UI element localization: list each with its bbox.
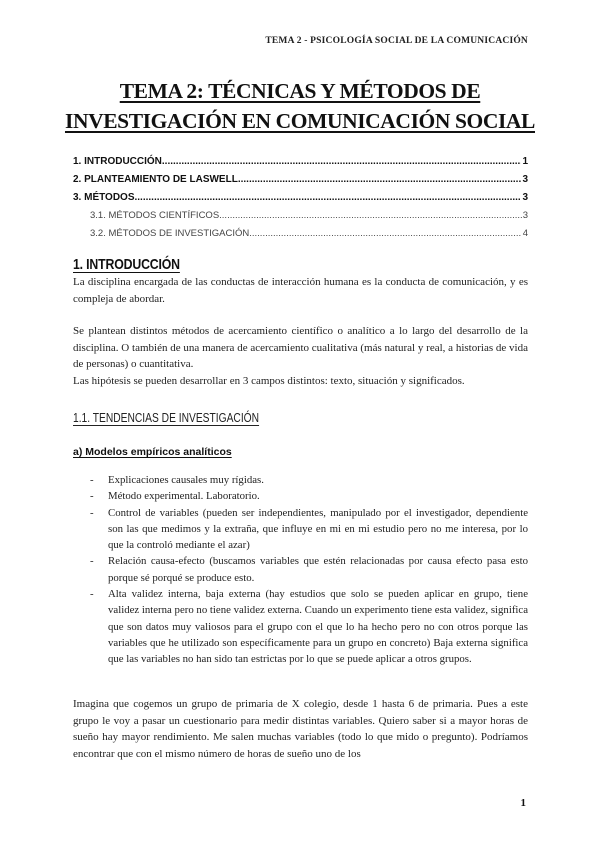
toc-leader-dots xyxy=(162,156,522,167)
toc-entry-page: 1 xyxy=(522,156,528,167)
paragraph-example: Imagina que cogemos un grupo de primaria de X colegio, desde 1 hasta 6 de primaria. Pues a este grupo le voy a pasar un cuestionario para medir distintas variables. Quiero saber si a mayor horas de sueño hay mayor rendimiento. Me salen muchas variables (todo lo que mido o pregunto). Podríamos encontrar que con el mismo número de horas de sueño uno de los xyxy=(73,698,528,760)
list-item: - Control de variables (pueden ser independientes, manipulado por el investigador, dependiente son las que medimos y la extraña, que influye en mi en mi estudio pero no me interesa, por lo que la controló mediante el azar) xyxy=(90,505,528,554)
page-number: 1 xyxy=(520,797,526,809)
title-line-2: INVESTIGACIÓN EN COMUNICACIÓN SOCIAL xyxy=(64,109,535,133)
title-line-1: TEMA 2: TÉCNICAS Y MÉTODOS DE xyxy=(119,79,481,103)
paragraph-intro-2: Se plantean distintos métodos de acercamiento científico o analítico a lo largo del desarrollo de la disciplina. O también de una manera de acercamiento cualitativa (más natural y real, a historias de vida de personas) o cuantitativa. xyxy=(73,325,528,371)
section-heading-introduccion: 1. INTRODUCCIÓN xyxy=(73,256,180,273)
subheading-modelos-empiricos: a) Modelos empíricos analíticos xyxy=(73,446,232,458)
toc-entry-text: 3. MÉTODOS xyxy=(73,192,135,203)
toc-leader-dots xyxy=(249,228,521,239)
toc-leader-dots xyxy=(219,210,522,221)
toc-entry-page: 3 xyxy=(522,174,528,185)
document-title xyxy=(0,76,600,136)
list-item: - Alta validez interna, baja externa (hay estudios que solo se pueden aplicar en grupo, tiene validez interna pero no tiene validez externa. Cuando un experimento tiene esta validez, significa que son datos muy valiosos para el grupo con el que lo ha hecho pero no con otros porque las variables que he utilizado son específicamente para un grupo en concreto) Baja externa significa que las variables no han sido tan estrictas por lo que se puede aplicar a otros grupos. xyxy=(90,586,528,667)
list-item: - Explicaciones causales muy rígidas. xyxy=(90,472,528,488)
table-of-contents xyxy=(73,156,528,246)
toc-entry-page: 3 xyxy=(522,192,528,203)
list-item: - Método experimental. Laboratorio. xyxy=(90,488,528,504)
toc-entry-text: 2. PLANTEAMIENTO DE LASWELL xyxy=(73,174,238,185)
toc-entry-text: 3.1. MÉTODOS CIENTÍFICOS xyxy=(90,210,220,221)
running-header: TEMA 2 - PSICOLOGÍA SOCIAL DE LA COMUNICACIÓN xyxy=(265,36,528,46)
paragraph-intro-3: Las hipótesis se pueden desarrollar en 3 campos distintos: texto, situación y significados. xyxy=(73,375,465,387)
toc-entry-page: 3 xyxy=(522,210,528,221)
toc-entry-text: 3.2. MÉTODOS DE INVESTIGACIÓN xyxy=(90,228,250,239)
paragraph-intro-1: La disciplina encargada de las conductas de interacción humana es la conducta de comunicación, y es compleja de abordar. xyxy=(73,276,528,305)
toc-leader-dots xyxy=(135,192,522,203)
characteristics-list xyxy=(90,472,528,668)
list-item: - Relación causa-efecto (buscamos variables que estén relacionadas por causa efecto pasa esto porque sé porqué se produce esto. xyxy=(90,553,528,586)
toc-entry-metodos[interactable] xyxy=(73,192,528,210)
toc-leader-dots xyxy=(238,174,522,185)
toc-entry-metodos-investigacion[interactable] xyxy=(73,228,528,246)
subsection-heading-tendencias: 1.1. TENDENCIAS DE INVESTIGACIÓN xyxy=(73,411,260,425)
toc-entry-metodos-cientificos[interactable] xyxy=(73,210,528,228)
toc-entry-planteamiento[interactable] xyxy=(73,174,528,192)
toc-entry-text: 1. INTRODUCCIÓN xyxy=(73,156,162,167)
toc-entry-page: 4 xyxy=(522,228,528,239)
toc-entry-introduccion[interactable] xyxy=(73,156,528,174)
